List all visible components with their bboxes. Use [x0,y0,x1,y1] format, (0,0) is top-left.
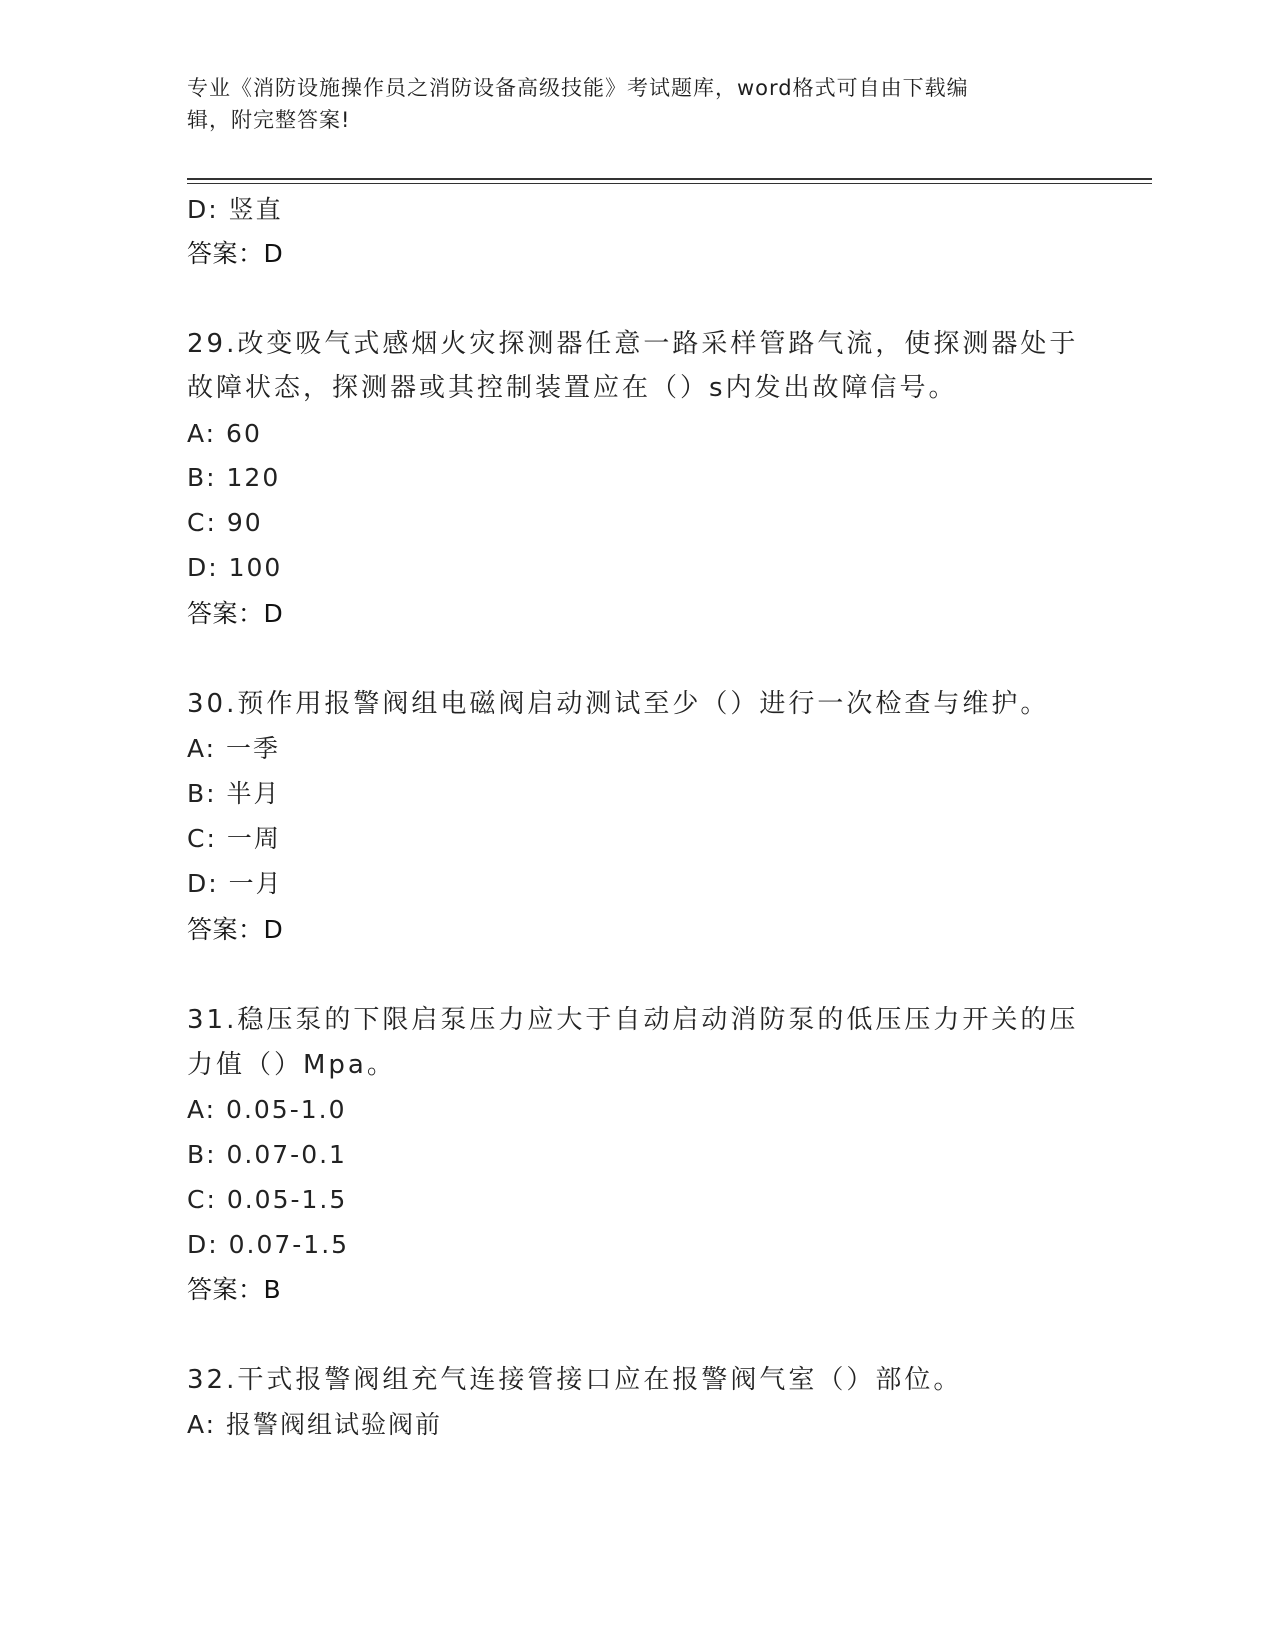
q29-option-c: C: 90 [187,508,263,537]
q31-option-c: C: 0.05-1.5 [187,1185,348,1214]
q31-option-d: D: 0.07-1.5 [187,1230,350,1259]
q30-stem-line-1: 30.预作用报警阀组电磁阀启动测试至少（）进行一次检查与维护。 [187,689,1050,719]
q30-option-b: B: 半月 [187,779,281,808]
q29-option-d: D: 100 [187,553,283,582]
q30-option-c: C: 一周 [187,824,281,853]
q31-stem-line-1: 31.稳压泵的下限启泵压力应大于自动启动消防泵的低压压力开关的压 [187,1005,1079,1035]
q32-option-a: A: 报警阀组试验阀前 [187,1410,443,1439]
q28-answer: 答案：D [187,239,284,268]
header-divider-thin [187,183,1152,184]
header-divider-thick [187,178,1152,180]
header-line-2: 辑，附完整答案! [187,108,351,132]
q31-option-a: A: 0.05-1.0 [187,1095,347,1124]
q30-option-a: A: 一季 [187,734,281,763]
q29-option-b: B: 120 [187,463,281,492]
q31-stem-line-2: 力值（）Mpa。 [187,1050,396,1080]
q32-stem-line-1: 32.干式报警阀组充气连接管接口应在报警阀气室（）部位。 [187,1365,963,1395]
q31-answer: 答案：B [187,1275,282,1304]
q29-stem-line-2: 故障状态，探测器或其控制装置应在（）s内发出故障信号。 [187,373,958,403]
q29-option-a: A: 60 [187,419,262,448]
q29-stem-line-1: 29.改变吸气式感烟火灾探测器任意一路采样管路气流，使探测器处于 [187,329,1079,359]
q29-answer: 答案：D [187,599,284,628]
header-line-1: 专业《消防设施操作员之消防设备高级技能》考试题库，word格式可自由下载编 [187,76,969,100]
q30-answer: 答案：D [187,915,284,944]
q30-option-d: D: 一月 [187,869,283,898]
q31-option-b: B: 0.07-0.1 [187,1140,347,1169]
document-header-note [187,72,1067,136]
q28-option-d: D: 竖直 [187,195,283,224]
